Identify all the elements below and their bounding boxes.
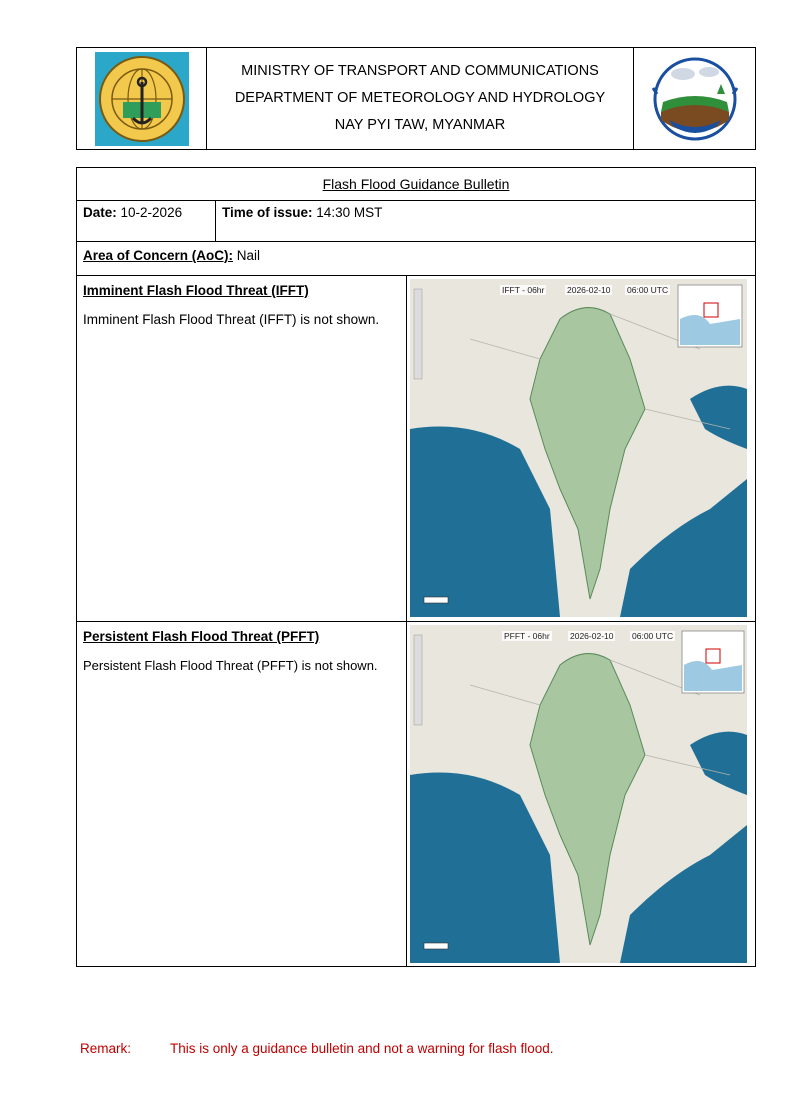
pfft-description: Persistent Flash Flood Threat (PFFT) is not shown. <box>83 658 378 673</box>
letterhead <box>76 47 756 150</box>
ministry-logo-cell <box>77 48 207 149</box>
pfft-section <box>77 622 755 966</box>
ministry-emblem-icon <box>95 52 189 146</box>
ifft-map-product: IFFT - 06hr <box>502 285 545 295</box>
ifft-description: Imminent Flash Flood Threat (IFFT) is not shown. <box>83 312 380 327</box>
remark-text: This is only a guidance bulletin and not a warning for flash flood. <box>170 1041 554 1056</box>
department-logo-cell <box>633 48 755 149</box>
pfft-text-cell <box>77 622 407 966</box>
ministry-name: MINISTRY OF TRANSPORT AND COMMUNICATIONS <box>241 63 599 79</box>
ifft-text-cell <box>77 276 407 621</box>
ifft-section <box>77 276 755 622</box>
letterhead-text <box>207 48 633 149</box>
ifft-map-time: 06:00 UTC <box>627 285 669 295</box>
pfft-map-product: PFFT - 06hr <box>504 631 550 641</box>
pfft-map-time: 06:00 UTC <box>632 631 674 641</box>
time-cell <box>215 201 382 241</box>
bulletin-table <box>76 167 756 967</box>
ifft-heading: Imminent Flash Flood Threat (IFFT) <box>83 283 309 298</box>
ifft-map <box>410 279 747 617</box>
date-time-row <box>77 201 755 242</box>
aoc-value: Nail <box>236 248 261 263</box>
pfft-map-date: 2026-02-10 <box>570 631 614 641</box>
pfft-map <box>410 625 747 963</box>
location: NAY PYI TAW, MYANMAR <box>334 117 506 133</box>
remark-label: Remark: <box>80 1041 132 1056</box>
aoc-label: Area of Concern (AoC): <box>83 248 234 263</box>
area-of-concern-row <box>77 242 755 276</box>
time-label: Time of issue: <box>222 205 313 220</box>
ifft-map-date: 2026-02-10 <box>567 285 611 295</box>
date-cell <box>83 205 182 220</box>
hydrological-cycle-icon <box>647 54 743 144</box>
date-label: Date: <box>83 205 117 220</box>
pfft-heading: Persistent Flash Flood Threat (PFFT) <box>83 629 320 644</box>
date-value: 10-2-2026 <box>120 205 183 220</box>
bulletin-title: Flash Flood Guidance Bulletin <box>77 168 755 201</box>
time-value: 14:30 MST <box>316 205 383 220</box>
department-name: DEPARTMENT OF METEOROLOGY AND HYDROLOGY <box>234 90 606 106</box>
